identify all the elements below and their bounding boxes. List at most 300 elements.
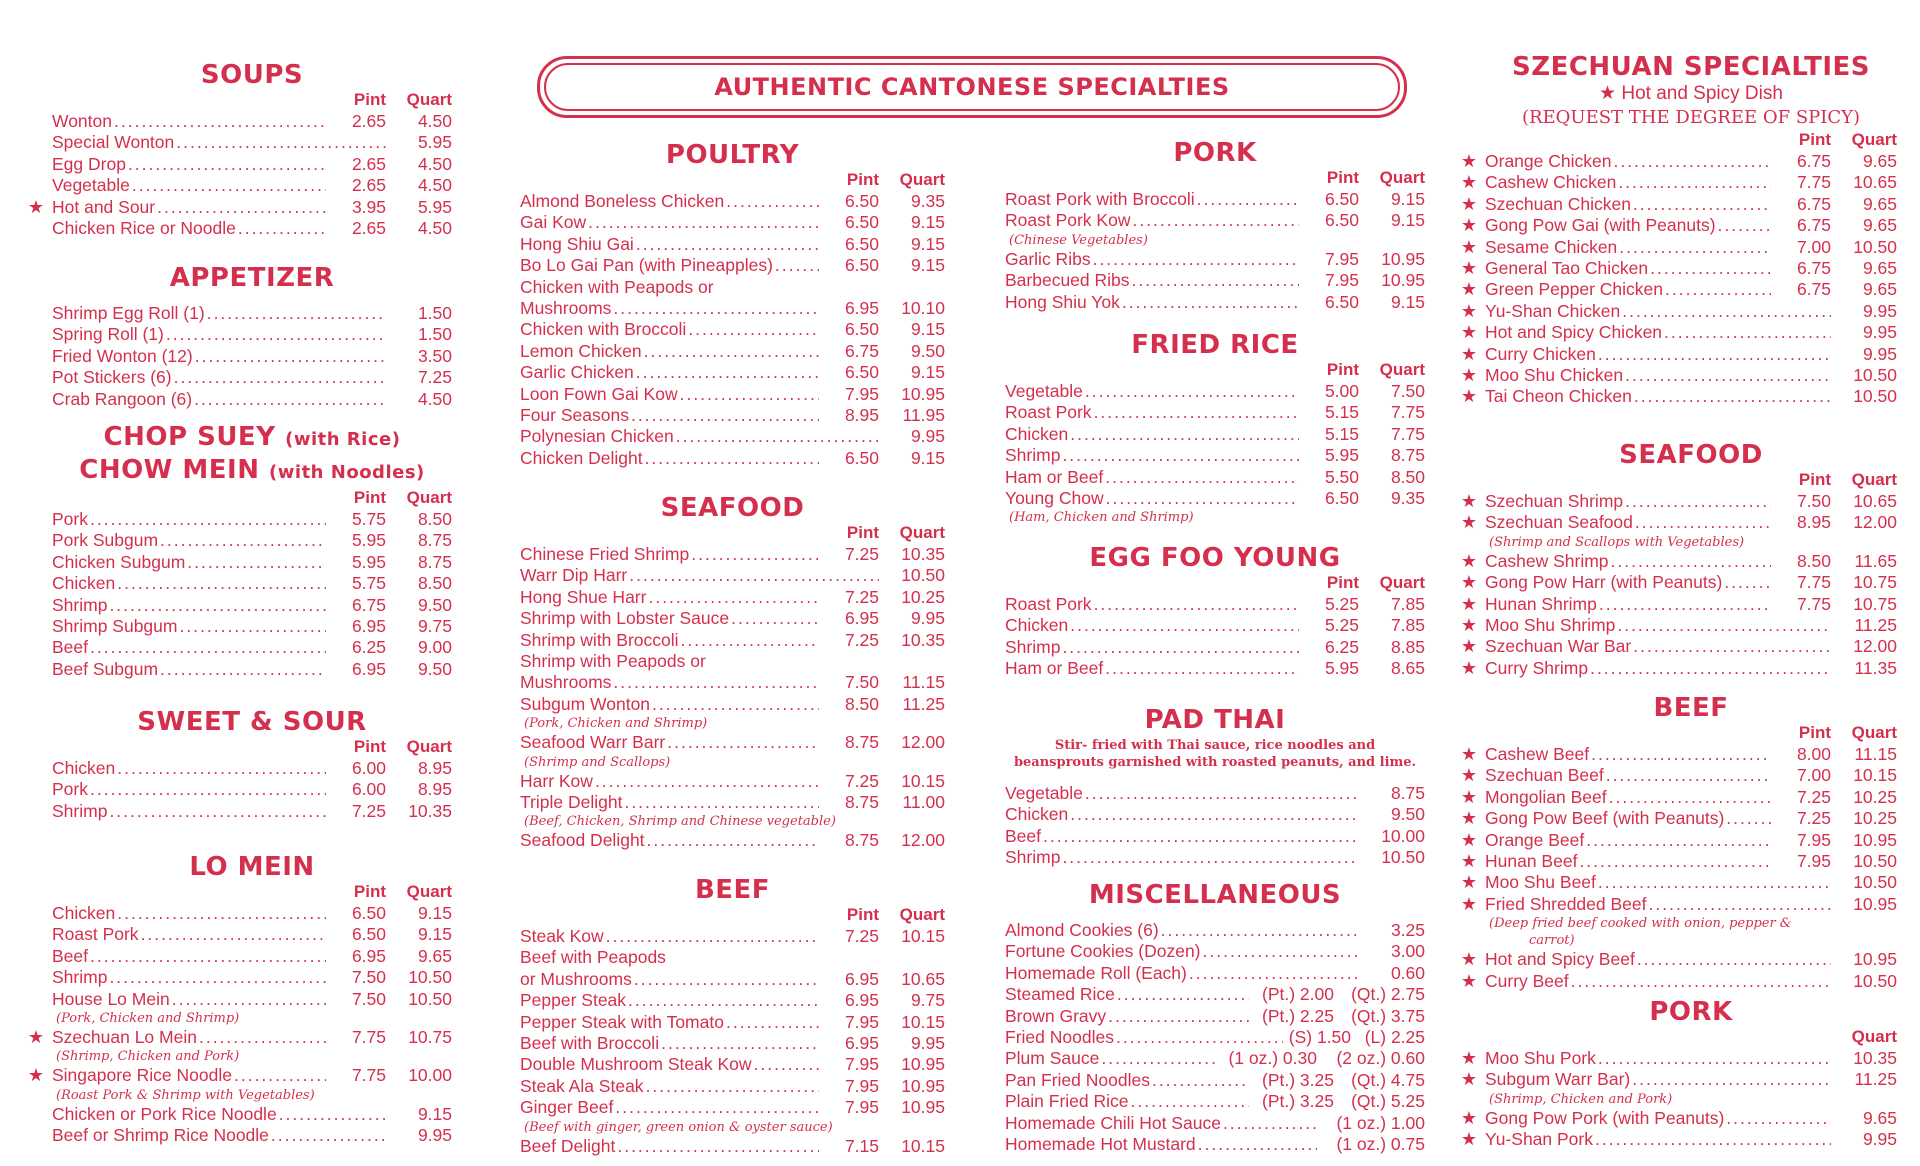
item-name: Beef	[1005, 825, 1041, 846]
pint-price: 6.50	[844, 212, 879, 233]
section-title	[1005, 543, 1425, 573]
spicy-star-icon: ★	[1460, 808, 1478, 829]
leader-dots	[691, 544, 819, 565]
quart-price: 1.50	[417, 303, 452, 323]
menu-item	[52, 1104, 452, 1125]
menu-items	[1460, 1048, 1897, 1151]
leader-dots	[1726, 1108, 1831, 1129]
item-note: carrot)	[1529, 933, 1575, 949]
pint-price: 7.50	[351, 967, 386, 988]
section-title	[1485, 440, 1897, 470]
menu-item	[52, 659, 452, 680]
pint-price: 6.95	[844, 297, 879, 318]
leader-dots	[624, 792, 819, 813]
quart-price: 9.15	[910, 233, 945, 254]
menu-item	[520, 630, 945, 651]
quart-price: 4.50	[417, 217, 452, 238]
spicy-star-icon: ★	[1460, 300, 1478, 321]
menu-item	[1005, 826, 1425, 847]
menu-item	[1460, 808, 1897, 829]
leader-dots	[141, 924, 326, 945]
quart-price: 12.00	[1853, 512, 1897, 533]
leader-dots	[1633, 194, 1771, 215]
item-name: Roast Pork	[52, 924, 139, 945]
pint-price: 6.50	[351, 903, 386, 923]
quart-price: 10.25	[1853, 786, 1897, 807]
item-name: Roast Pork	[1005, 594, 1092, 614]
menu-item	[1005, 488, 1425, 509]
pint-price: 6.50	[1324, 487, 1359, 508]
item-name: Homemade Roll (Each)	[1005, 962, 1187, 983]
leader-dots	[1598, 1048, 1831, 1069]
pint-price: 7.50	[1796, 491, 1831, 511]
spicy-star-icon: ★	[27, 1065, 45, 1086]
pint-price: 7.25	[844, 629, 879, 650]
quart-header: Quart	[406, 737, 452, 756]
price-header	[520, 170, 945, 191]
pint-price: 6.50	[1324, 291, 1359, 312]
item-name: Steak Kow	[520, 926, 604, 946]
menu-item	[1460, 151, 1897, 172]
section-title	[520, 140, 945, 170]
leader-dots	[688, 319, 819, 340]
menu-item	[520, 651, 945, 672]
leader-dots	[1116, 1027, 1283, 1048]
quart-price: 12.00	[1853, 636, 1897, 657]
menu-item	[1460, 593, 1897, 615]
item-name: Chicken Rice or Noodle	[52, 217, 236, 238]
quart-price: 9.35	[1390, 487, 1425, 508]
menu-section	[1460, 693, 1897, 992]
quart-price: 10.15	[1853, 765, 1897, 786]
menu-item	[520, 277, 945, 298]
pint-price: 5.50	[1324, 466, 1359, 487]
menu-item	[1460, 257, 1897, 279]
leader-dots	[1586, 830, 1771, 851]
quart-price: 10.50	[1853, 970, 1897, 991]
quart-price: 9.65	[1862, 279, 1897, 300]
leader-dots	[194, 389, 386, 410]
spicy-star-icon: ★	[1460, 850, 1478, 871]
menu-section	[52, 422, 452, 680]
item-name: Pork Subgum	[52, 530, 159, 551]
spicy-star-icon: ★	[1460, 279, 1478, 300]
leader-dots	[636, 362, 819, 383]
item-name: Plain Fried Rice	[1005, 1091, 1129, 1112]
pint-header: Pint	[846, 170, 879, 189]
item-name: Szechuan Beef	[1485, 765, 1604, 786]
quart-price: 8.50	[417, 509, 452, 529]
menu-item	[520, 672, 945, 693]
leader-dots	[1595, 1129, 1831, 1150]
item-name: Pork	[52, 779, 88, 800]
leader-dots	[128, 154, 326, 175]
spicy-star-icon: ★	[1460, 786, 1478, 807]
quart-price: 8.85	[1390, 636, 1425, 657]
spicy-star-icon: ★	[1460, 172, 1478, 193]
item-note: (Beef, Chicken, Shrimp and Chinese vegetable)	[524, 814, 836, 830]
menu-item	[52, 175, 452, 196]
item-name: Singapore Rice Noodle	[52, 1065, 232, 1086]
quart-price: 8.95	[417, 758, 452, 778]
section-title-text: SWEET & SOUR	[137, 707, 367, 737]
menu-item	[1005, 804, 1425, 825]
leader-dots	[195, 346, 386, 367]
menu-item	[1005, 783, 1425, 804]
menu-item	[520, 212, 945, 233]
item-name: Fortune Cookies (Dozen)	[1005, 941, 1201, 962]
spicy-star-icon: ★	[1460, 343, 1478, 364]
leader-dots	[1665, 279, 1771, 300]
pint-price: 6.50	[844, 362, 879, 383]
quart-price: 7.75	[1390, 423, 1425, 444]
item-name: Moo Shu Chicken	[1485, 364, 1624, 385]
section-title	[52, 455, 452, 488]
quart-price: 4.50	[417, 388, 452, 409]
item-name: Ginger Beef	[520, 1097, 614, 1118]
menu-section	[1005, 138, 1425, 313]
item-name: Hot and Spicy Beef	[1485, 949, 1635, 970]
quart-header: Quart	[406, 882, 452, 901]
pint-price: 5.15	[1324, 423, 1359, 444]
leader-dots	[1189, 963, 1359, 984]
spicy-star-icon: ★	[1460, 491, 1478, 511]
quart-price: 10.35	[901, 629, 945, 650]
menu-item	[52, 154, 452, 175]
pint-price: 6.50	[351, 924, 386, 945]
item-name: or Mushrooms	[520, 968, 632, 989]
pint-price: 7.75	[1796, 572, 1831, 593]
item-name: Curry Beef	[1485, 970, 1569, 991]
item-name: Chicken	[1005, 423, 1069, 444]
pint-price: (1 oz.) 0.30	[1228, 1048, 1317, 1069]
quart-price: 9.35	[910, 191, 945, 211]
quart-price: 4.50	[417, 175, 452, 196]
leader-dots	[1131, 1091, 1249, 1112]
menu-item	[520, 1136, 945, 1157]
quart-header: Quart	[1851, 470, 1897, 489]
item-name: Ham or Beef	[1005, 466, 1104, 487]
menu-items	[52, 758, 452, 822]
pint-price: 2.65	[351, 175, 386, 196]
quart-price: 9.65	[1862, 215, 1897, 236]
price-header	[1005, 168, 1425, 189]
item-name: Szechuan Chicken	[1485, 193, 1631, 214]
pint-header: Pint	[353, 488, 386, 507]
menu-item	[520, 405, 945, 426]
pint-price: 6.50	[1324, 189, 1359, 209]
leader-dots	[1085, 783, 1359, 804]
pint-price: (Pt.) 3.25	[1262, 1091, 1334, 1112]
spicy-star-icon: ★	[1460, 657, 1478, 678]
pint-price: 6.50	[844, 255, 879, 276]
section-title-text: MISCELLANEOUS	[1088, 880, 1342, 910]
section-title	[1485, 693, 1897, 723]
item-name: Beef with Broccoli	[520, 1032, 660, 1053]
menu-item	[1005, 615, 1425, 636]
quart-price: 10.00	[1381, 825, 1425, 846]
leader-dots	[1619, 237, 1771, 258]
menu-item	[1460, 614, 1897, 636]
menu-items	[1005, 594, 1425, 680]
pint-price: 8.95	[844, 404, 879, 425]
pint-price: 7.25	[1796, 808, 1831, 829]
quart-price: 10.15	[901, 1135, 945, 1156]
quart-price: 10.50	[408, 967, 452, 988]
menu-item	[52, 616, 452, 637]
item-name: Chicken with Broccoli	[520, 319, 687, 340]
pint-price: 7.75	[351, 1065, 386, 1086]
item-name: Beef	[52, 945, 88, 966]
quart-price: 0.60	[1390, 962, 1425, 983]
menu-item	[520, 384, 945, 405]
menu-item	[52, 324, 452, 345]
quart-price: 11.25	[902, 693, 945, 714]
menu-item	[520, 694, 945, 715]
leader-dots	[1132, 270, 1299, 291]
menu-section	[520, 493, 945, 852]
pint-price: 8.75	[844, 830, 879, 851]
menu-item	[27, 196, 452, 218]
pint-header: Pint	[1326, 573, 1359, 592]
pint-price: 2.65	[351, 111, 386, 131]
section-title-text: SZECHUAN SPECIALTIES	[1511, 52, 1870, 82]
item-name: Brown Gravy	[1005, 1005, 1107, 1026]
item-note: (Deep fried beef cooked with onion, pepper &	[1489, 916, 1792, 932]
section-subtitle: ★ Hot and Spicy Dish	[1599, 83, 1783, 104]
pint-price: 7.95	[1796, 850, 1831, 871]
item-name: Mushrooms	[520, 672, 612, 693]
item-note: (Beef with ginger, green onion & oyster sauce)	[524, 1119, 833, 1135]
quart-price: 9.50	[1390, 804, 1425, 825]
section-title-text: CHOP SUEY	[103, 422, 276, 452]
pint-price: 7.95	[1324, 248, 1359, 269]
section-title-note: (with Noodles)	[269, 462, 425, 483]
item-name: Hot and Sour	[52, 196, 156, 217]
section-title-text: SOUPS	[200, 60, 304, 90]
pint-price: 6.75	[1796, 215, 1831, 236]
quart-price: 10.95	[1381, 270, 1425, 291]
pint-price: 7.50	[351, 988, 386, 1009]
menu-item	[1460, 970, 1897, 992]
quart-price: (Qt.) 3.75	[1351, 1005, 1425, 1026]
menu-item	[1005, 1134, 1425, 1155]
price-header	[1485, 723, 1897, 744]
leader-dots	[1070, 615, 1299, 636]
item-name: Shrimp	[52, 800, 108, 821]
section-title	[52, 263, 452, 293]
menu-item	[1005, 270, 1425, 291]
item-name: Lemon Chicken	[520, 340, 642, 361]
quart-price: 10.15	[901, 770, 945, 791]
quart-header: Quart	[899, 905, 945, 924]
quart-price: 9.15	[417, 1103, 452, 1124]
price-header	[520, 905, 945, 926]
menu-item	[520, 969, 945, 990]
menu-item	[52, 637, 452, 658]
leader-dots	[234, 1065, 326, 1086]
quart-price: 10.00	[408, 1065, 452, 1086]
pint-price: 3.95	[351, 196, 386, 217]
quart-price: 9.65	[1862, 193, 1897, 214]
item-name: Yu-Shan Pork	[1485, 1129, 1593, 1150]
menu-items	[1460, 151, 1897, 408]
price-header	[1005, 360, 1425, 381]
menu-section	[1005, 705, 1425, 869]
pint-price: (S) 1.50	[1288, 1026, 1351, 1047]
quart-price	[879, 277, 945, 298]
leader-dots	[1617, 615, 1831, 636]
item-name: Young Chow	[1005, 487, 1104, 508]
leader-dots	[667, 732, 819, 753]
item-note: (Roast Pork & Shrimp with Vegetables)	[56, 1087, 315, 1103]
quart-price: 10.95	[1853, 893, 1897, 914]
leader-dots	[1043, 826, 1359, 847]
leader-dots	[1618, 172, 1771, 193]
quart-price: 10.95	[901, 1054, 945, 1075]
item-name: Subgum Warr Bar)	[1485, 1069, 1631, 1090]
pint-price: 6.95	[844, 1032, 879, 1053]
leader-dots	[1161, 920, 1359, 941]
menu-item	[1460, 279, 1897, 300]
quart-price: 9.95	[910, 1032, 945, 1053]
leader-dots	[726, 1012, 819, 1033]
item-name: Sesame Chicken	[1485, 236, 1618, 257]
leader-dots	[1579, 851, 1771, 872]
item-name: Szechuan War Bar	[1485, 636, 1632, 657]
quart-price: 10.95	[901, 1075, 945, 1096]
leader-dots	[613, 298, 819, 319]
leader-dots	[676, 426, 879, 447]
pint-price: 8.75	[844, 732, 879, 753]
leader-dots	[613, 672, 819, 693]
leader-dots	[646, 1076, 819, 1097]
leader-dots	[644, 341, 819, 362]
quart-price: 10.35	[1853, 1048, 1897, 1068]
menu-items	[1460, 491, 1897, 679]
quart-price: 7.75	[1390, 402, 1425, 423]
pint-price: 6.95	[844, 608, 879, 629]
item-name: Pork	[52, 509, 88, 529]
leader-dots	[1609, 787, 1771, 808]
item-name: Hot and Spicy Chicken	[1485, 322, 1663, 343]
price-header	[52, 737, 452, 758]
quart-price: 10.50	[1381, 847, 1425, 868]
quart-price: 11.25	[1854, 1069, 1897, 1090]
leader-dots	[1599, 594, 1771, 615]
quart-price: 10.25	[1853, 808, 1897, 829]
item-name: Szechuan Shrimp	[1485, 491, 1624, 511]
spicy-star-icon: ★	[1460, 1048, 1478, 1068]
item-name: Gong Pow Beef (with Peanuts)	[1485, 808, 1725, 829]
pint-header: Pint	[1326, 168, 1359, 187]
menu-items	[1460, 744, 1897, 992]
quart-price: 10.15	[901, 1011, 945, 1032]
pint-price: 6.75	[1796, 257, 1831, 278]
item-name: Steamed Rice	[1005, 984, 1115, 1005]
leader-dots	[1634, 386, 1831, 407]
quart-price: 4.50	[417, 153, 452, 174]
menu-section	[1005, 330, 1425, 526]
menu-item	[1460, 215, 1897, 236]
quart-header: Quart	[899, 523, 945, 542]
menu-item	[52, 509, 452, 530]
menu-item	[520, 608, 945, 629]
menu-item	[52, 758, 452, 779]
quart-price: 9.65	[1862, 1107, 1897, 1128]
pint-price: 2.65	[351, 217, 386, 238]
menu-item	[1005, 963, 1425, 984]
section-title	[1005, 330, 1425, 360]
leader-dots	[238, 218, 326, 239]
menu-item	[52, 801, 452, 822]
quart-price: 8.75	[417, 530, 452, 551]
quart-header: Quart	[1851, 723, 1897, 742]
pint-price: (Pt.) 3.25	[1262, 1069, 1334, 1090]
section-title	[1485, 52, 1897, 82]
item-name: Cashew Shrimp	[1485, 550, 1609, 571]
item-name: Gong Pow Gai (with Peanuts)	[1485, 215, 1716, 236]
item-name: Double Mushroom Steak Kow	[520, 1054, 752, 1075]
menu-item	[1460, 829, 1897, 851]
item-note: (Pork, Chicken and Shrimp)	[524, 716, 708, 732]
menu-item	[520, 792, 945, 813]
leader-dots	[1197, 189, 1299, 210]
pint-price: 7.15	[844, 1135, 879, 1156]
leader-dots	[1606, 765, 1771, 786]
price-header	[52, 488, 452, 509]
item-name: Ham or Beef	[1005, 658, 1104, 679]
item-note: (Shrimp, Chicken and Pork)	[56, 1049, 240, 1065]
quart-price: 3.50	[417, 345, 452, 366]
menu-item	[520, 1097, 945, 1118]
section-title-text: CHOW MEIN	[79, 455, 260, 485]
pint-price: 6.95	[844, 990, 879, 1011]
item-name: Plum Sauce	[1005, 1048, 1100, 1069]
quart-price: 10.10	[901, 297, 945, 318]
item-name: Yu-Shan Chicken	[1485, 300, 1621, 321]
pint-price: 6.95	[844, 968, 879, 989]
menu-item	[520, 990, 945, 1011]
leader-dots	[1611, 551, 1771, 572]
menu-item	[1005, 847, 1425, 868]
section-title-text: POULTRY	[665, 140, 800, 170]
leader-dots	[1724, 572, 1771, 593]
menu-item	[1005, 1006, 1425, 1027]
quart-price: 8.95	[417, 779, 452, 800]
menu-item	[1005, 424, 1425, 445]
quart-price	[879, 651, 945, 672]
pint-price: 7.95	[844, 1097, 879, 1118]
menu-item	[1460, 872, 1897, 893]
section-title	[1485, 997, 1897, 1027]
pint-price: 5.25	[1324, 594, 1359, 614]
quart-header: Quart	[406, 488, 452, 507]
price-header	[520, 523, 945, 544]
quart-header: Quart	[1379, 168, 1425, 187]
menu-item	[1005, 1113, 1425, 1134]
leader-dots	[279, 1104, 386, 1125]
item-name: Szechuan Lo Mein	[52, 1026, 197, 1047]
leader-dots	[1571, 971, 1831, 992]
leader-dots	[1591, 744, 1771, 765]
menu-item	[1460, 512, 1897, 533]
menu-item	[520, 565, 945, 586]
leader-dots	[1622, 301, 1831, 322]
quart-header: Quart	[1379, 573, 1425, 592]
quart-price: 9.65	[1862, 257, 1897, 278]
pint-price: 7.25	[844, 586, 879, 607]
